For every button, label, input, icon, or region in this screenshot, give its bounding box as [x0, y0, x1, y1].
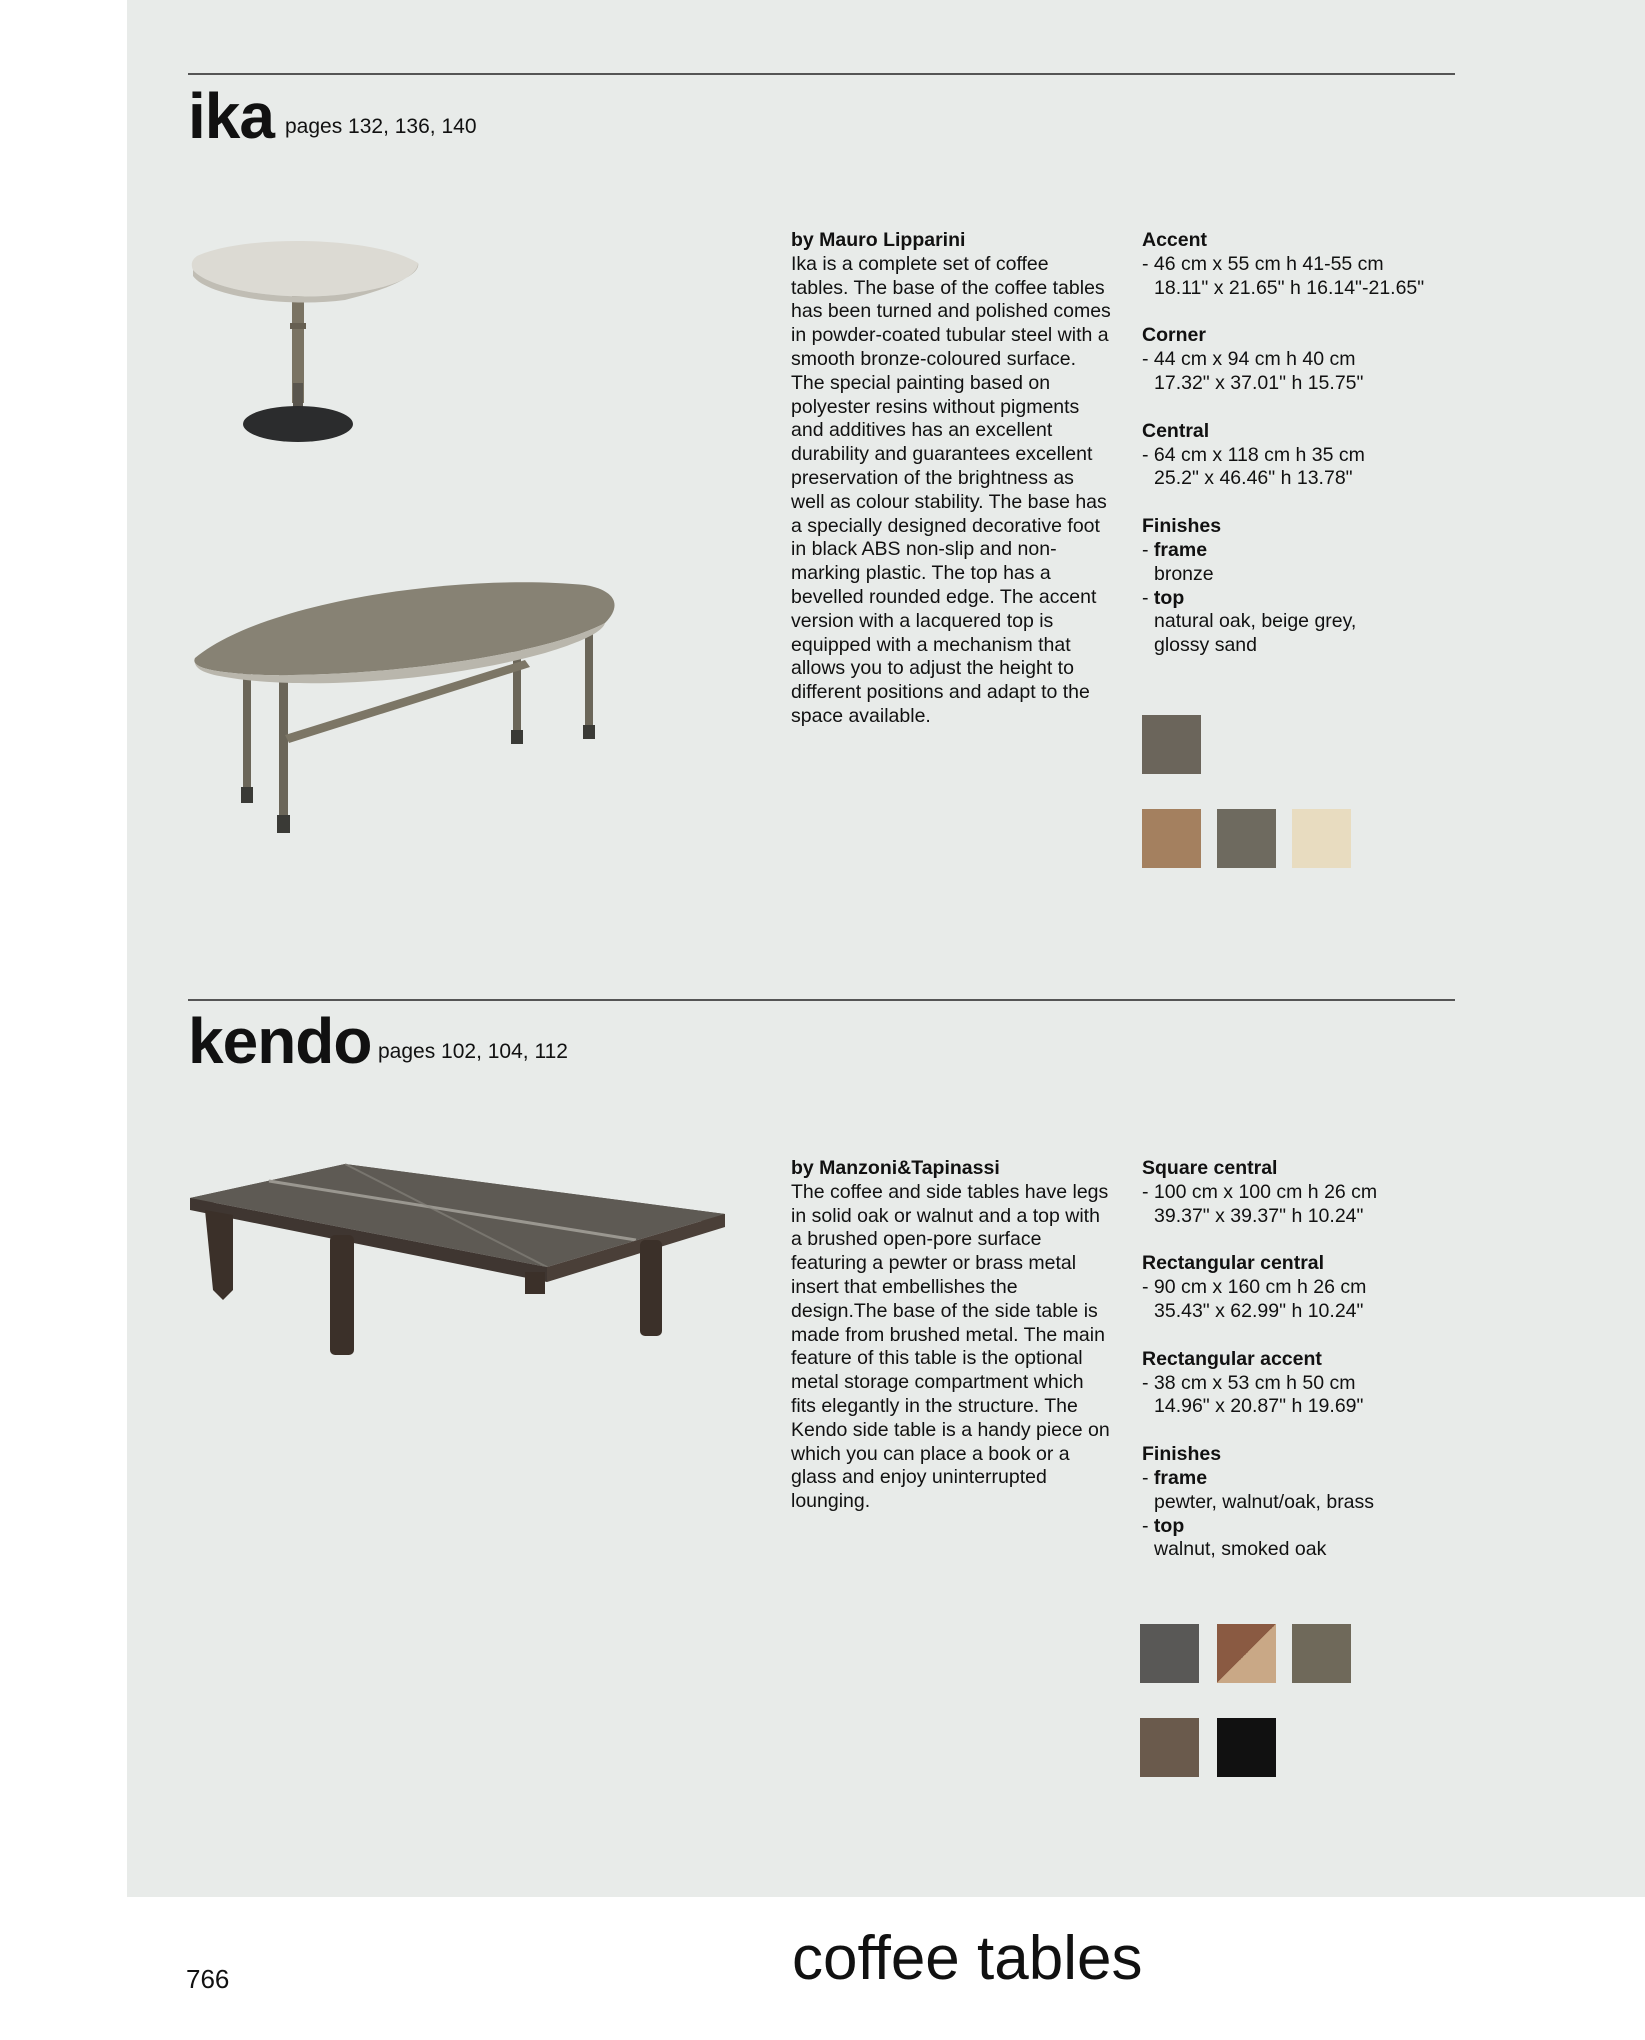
finish-top-value: glossy sand — [1154, 634, 1257, 657]
designer-credit-kendo: by Manzoni&Tapinassi — [791, 1157, 1000, 1179]
spec-cm: - 44 cm x 94 cm h 40 cm — [1142, 348, 1356, 371]
spec-name: Corner — [1142, 324, 1206, 347]
spec-square-central — [1142, 1157, 1442, 1228]
description-text-ika: Ika is a complete set of coffee tables. The base of the coffee tables has been turned and polished comes in powder-coated tubular steel with a smooth bronze-coloured surface. The special painting based on polyester resins without pigments and additives has an excellent durability and guarantees excellent preservation of the brightness as well as colour stability. The base has a specially designed decorative foot in black ABS non-slip and non-marking plastic. The top has a bevelled rounded edge. The accent version with a lacquered top is equipped with a mechanism that allows you to adjust the height to different positions and adapt to the space available. — [791, 252, 1111, 727]
spec-inch: 35.43" x 62.99" h 10.24" — [1154, 1299, 1364, 1322]
finishes-title: Finishes — [1142, 1443, 1222, 1466]
product-description-kendo — [791, 1157, 1111, 1514]
finishes-title: Finishes — [1142, 515, 1222, 538]
finish-frame-label: - frame — [1142, 1466, 1208, 1489]
spec-name: Square central — [1142, 1157, 1278, 1179]
spec-name: Accent — [1142, 229, 1208, 251]
finish-frame-value: bronze — [1154, 562, 1214, 585]
finish-frame-label: - frame — [1142, 538, 1208, 561]
spec-corner — [1142, 324, 1442, 395]
finish-top-value: natural oak, beige grey, — [1154, 610, 1357, 633]
finish-top-label: - top — [1142, 586, 1185, 609]
chapter-title: coffee tables — [792, 1924, 1143, 1993]
swatch-beige-grey — [1217, 809, 1276, 868]
spec-name: Central — [1142, 419, 1210, 442]
finishes-ika — [1142, 515, 1442, 658]
swatch-walnut — [1140, 1718, 1199, 1777]
spec-accent — [1142, 229, 1442, 300]
page-references-kendo: pages 102, 104, 112 — [378, 1040, 568, 1063]
swatch-natural-oak — [1142, 809, 1201, 868]
finish-frame-value: pewter, walnut/oak, brass — [1154, 1490, 1375, 1513]
spec-rectangular-accent — [1142, 1348, 1442, 1419]
swatch-glossy-sand — [1292, 809, 1351, 868]
spec-rectangular-central — [1142, 1252, 1442, 1323]
swatch-smoked-oak — [1217, 1718, 1276, 1777]
spec-name: Rectangular accent — [1142, 1347, 1322, 1370]
swatch-bronze — [1142, 715, 1201, 774]
product-specs-ika — [1142, 229, 1442, 682]
swatch-walnut-oak — [1217, 1624, 1276, 1683]
spec-inch: 14.96" x 20.87" h 19.69" — [1154, 1395, 1364, 1418]
spec-inch: 18.11" x 21.65" h 16.14"-21.65" — [1154, 276, 1425, 299]
spec-cm: - 46 cm x 55 cm h 41-55 cm — [1142, 252, 1384, 275]
spec-cm: - 64 cm x 118 cm h 35 cm — [1142, 443, 1365, 466]
kendo-table-image — [185, 1160, 730, 1360]
product-specs-kendo — [1142, 1157, 1442, 1586]
finishes-kendo — [1142, 1443, 1442, 1562]
spec-name: Rectangular central — [1142, 1252, 1325, 1275]
ika-central-table-image — [185, 565, 625, 840]
spec-inch: 17.32" x 37.01" h 15.75" — [1154, 371, 1364, 394]
finish-top-value: walnut, smoked oak — [1154, 1538, 1327, 1561]
spec-central — [1142, 420, 1442, 491]
spec-cm: - 90 cm x 160 cm h 26 cm — [1142, 1276, 1367, 1299]
page-number: 766 — [186, 1964, 230, 1994]
swatch-brass — [1292, 1624, 1351, 1683]
finish-top-label: - top — [1142, 1514, 1185, 1537]
section-divider-ika — [188, 73, 1455, 75]
description-text-kendo: The coffee and side tables have legs in solid oak or walnut and a top with a brushed open-pore surface featuring a pewter or brass metal insert that embellishes the design.The base of the side table is made from brushed metal. The main feature of this table is the optional metal storage compartment which fits elegantly in the structure. The Kendo side table is a handy piece on which you can place a book or a glass and enjoy uninterrupted lounging. — [791, 1180, 1110, 1513]
page-references-ika: pages 132, 136, 140 — [285, 115, 477, 138]
product-description-ika — [791, 229, 1111, 729]
spec-inch: 39.37" x 39.37" h 10.24" — [1154, 1204, 1364, 1227]
spec-inch: 25.2" x 46.46" h 13.78" — [1154, 467, 1353, 490]
section-divider-kendo — [188, 999, 1455, 1001]
product-title-kendo: kendo — [188, 1005, 372, 1077]
ika-accent-table-image — [185, 228, 425, 448]
spec-cm: - 100 cm x 100 cm h 26 cm — [1142, 1180, 1378, 1203]
product-title-ika: ika — [188, 80, 274, 152]
designer-credit-ika: by Mauro Lipparini — [791, 229, 966, 251]
swatch-pewter — [1140, 1624, 1199, 1683]
spec-cm: - 38 cm x 53 cm h 50 cm — [1142, 1371, 1356, 1394]
